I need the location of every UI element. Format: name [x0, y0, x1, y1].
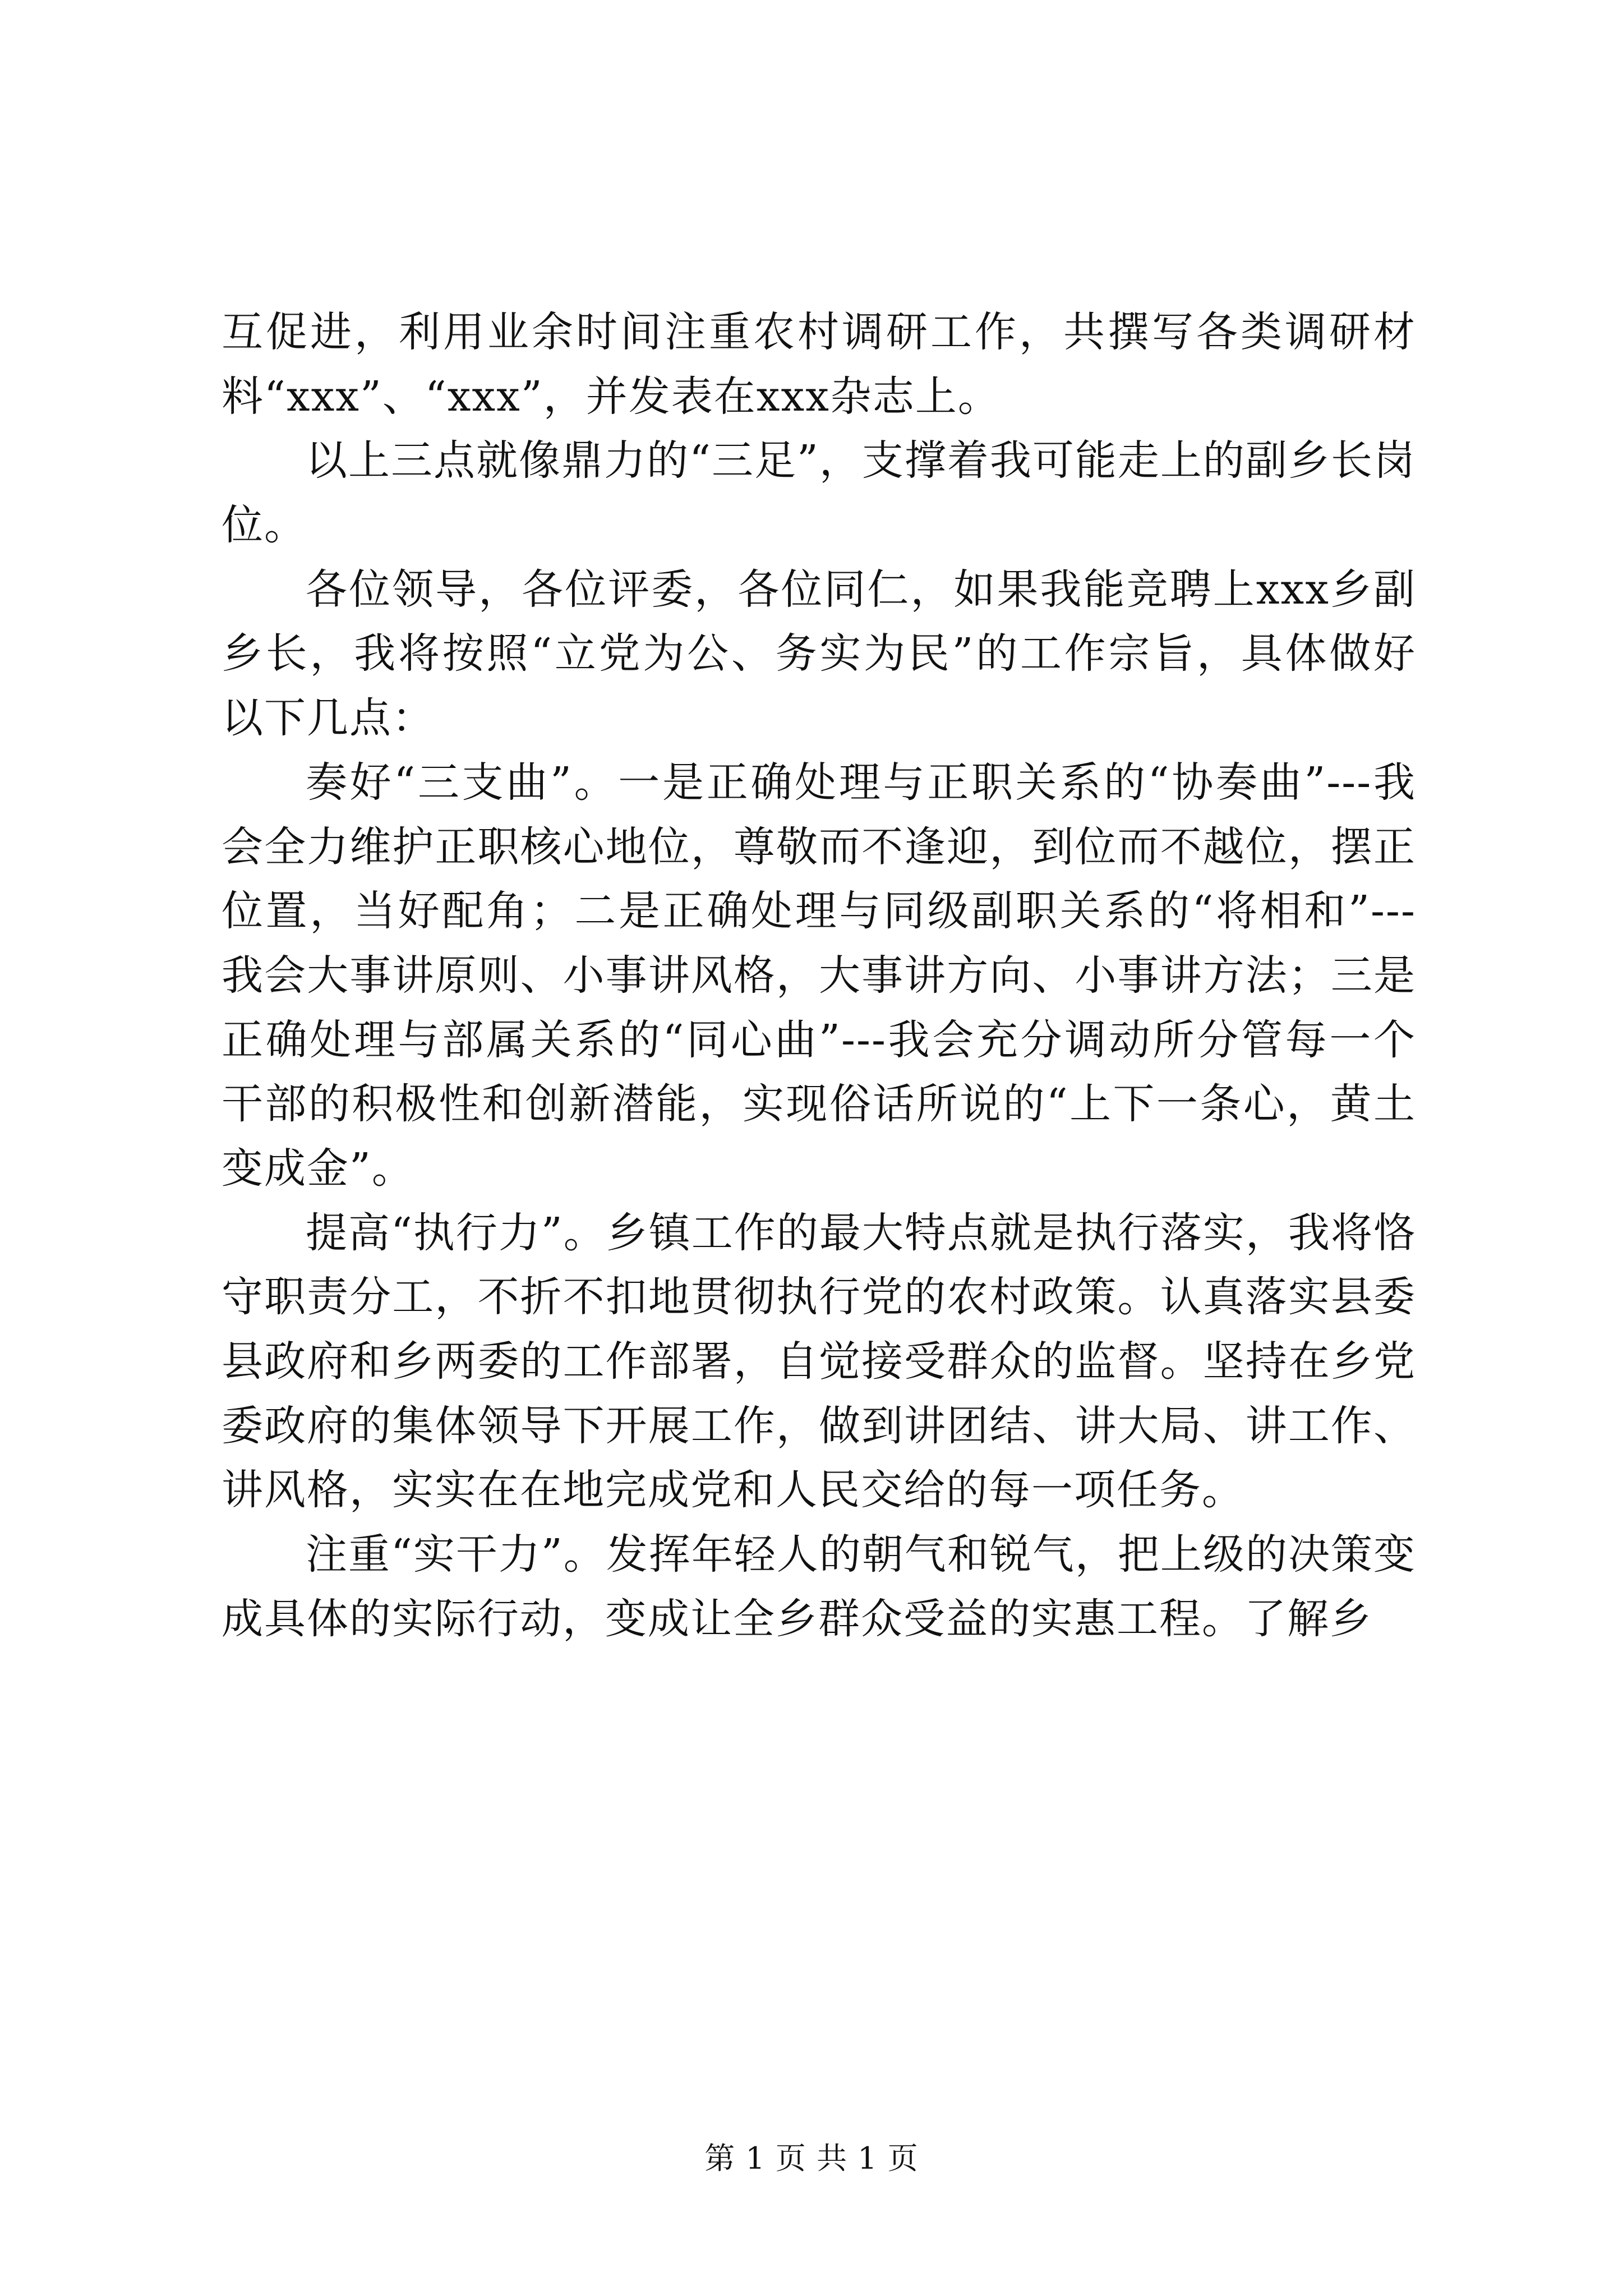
- paragraph-4: 奏好“三支曲”。一是正确处理与正职关系的“协奏曲”---我会全力维护正职核心地位，尊敬而不逢迎，到位而不越位，摆正位置，当好配角；二是正确处理与同级副职关系的“将相和”---我会大事讲原则、小事讲风格，大事讲方向、小事讲方法；三是正确处理与部属关系的“同心曲”---我会充分调动所分管每一个干部的积极性和创新潜能，实现俗话所说的“上下一条心，黄土变成金”。: [222, 758, 1416, 1193]
- paragraph-5: 提高“执行力”。乡镇工作的最大特点就是执行落实，我将恪守职责分工，不折不扣地贯彻执行党的农村政策。认真落实县委县政府和乡两委的工作部署，自觉接受群众的监督。坚持在乡党委政府的集体领导下开展工作，做到讲团结、讲大局、讲工作、讲风格，实实在在地完成党和人民交给的每一项任务。: [222, 1208, 1416, 1515]
- paragraph-2: 以上三点就像鼎力的“三足”，支撑着我可能走上的副乡长岗位。: [222, 436, 1416, 550]
- paragraph-6: 注重“实干力”。发挥年轻人的朝气和锐气，把上级的决策变成具体的实际行动，变成让全乡群众受益的实惠工程。了解乡: [222, 1530, 1416, 1643]
- document-body: [222, 300, 1416, 1651]
- paragraph-1: 互促进，利用业余时间注重农村调研工作，共撰写各类调研材料“xxx”、“xxx”，并发表在xxx杂志上。: [222, 308, 1416, 421]
- page-footer: 第 1 页 共 1 页: [704, 2141, 919, 2176]
- paragraph-3: 各位领导，各位评委，各位同仁，如果我能竞聘上xxx乡副乡长，我将按照“立党为公、务实为民”的工作宗旨，具体做好以下几点：: [222, 565, 1416, 743]
